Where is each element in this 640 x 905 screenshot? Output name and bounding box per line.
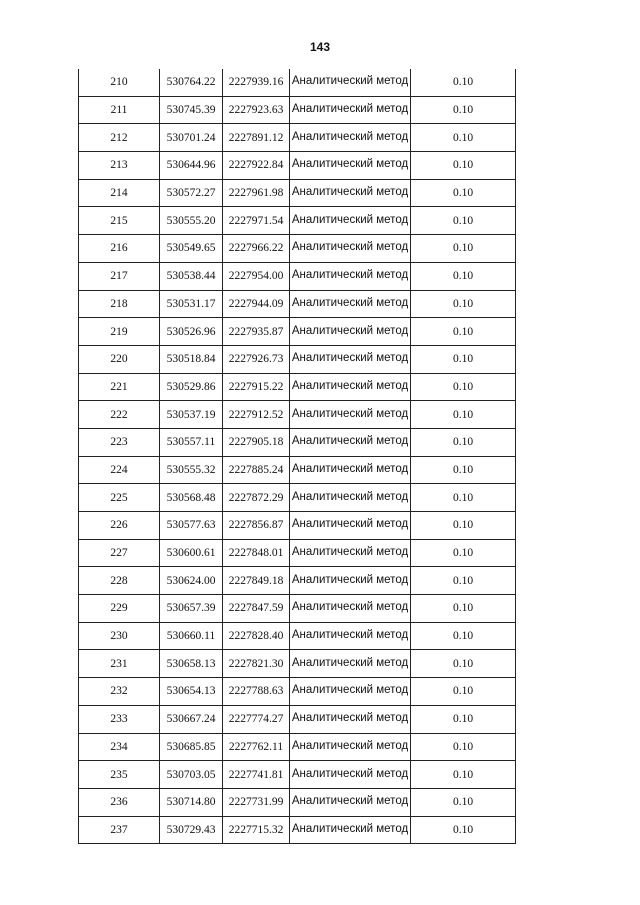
method-text: Аналитический метод — [291, 213, 409, 226]
accuracy-cell: 0.10 — [411, 401, 516, 429]
method-text: Аналитический метод — [291, 629, 409, 642]
point-number-cell: 226 — [79, 512, 160, 540]
point-number-cell: 214 — [79, 179, 160, 207]
method-text: Аналитический метод — [291, 324, 409, 337]
x-coordinate-cell: 530572.27 — [160, 179, 223, 207]
y-coordinate-cell: 2227961.98 — [223, 179, 290, 207]
point-number-cell: 224 — [79, 456, 160, 484]
x-coordinate-cell: 530701.24 — [160, 124, 223, 152]
x-coordinate-cell: 530703.05 — [160, 761, 223, 789]
table-row — [79, 622, 516, 650]
x-coordinate-cell: 530624.00 — [160, 567, 223, 595]
method-cell — [290, 290, 411, 318]
x-coordinate-cell: 530644.96 — [160, 152, 223, 180]
x-coordinate-cell: 530654.13 — [160, 678, 223, 706]
point-number-cell: 212 — [79, 124, 160, 152]
y-coordinate-cell: 2227944.09 — [223, 290, 290, 318]
method-cell — [290, 816, 411, 844]
method-cell — [290, 179, 411, 207]
point-number-cell: 237 — [79, 816, 160, 844]
page-number: 143 — [309, 40, 331, 54]
method-text: Аналитический метод — [291, 601, 409, 614]
y-coordinate-cell: 2227821.30 — [223, 650, 290, 678]
table-row — [79, 262, 516, 290]
x-coordinate-cell: 530745.39 — [160, 96, 223, 124]
accuracy-cell: 0.10 — [411, 512, 516, 540]
x-coordinate-cell: 530555.32 — [160, 456, 223, 484]
table-row — [79, 290, 516, 318]
accuracy-cell: 0.10 — [411, 235, 516, 263]
point-number-cell: 236 — [79, 788, 160, 816]
accuracy-cell: 0.10 — [411, 428, 516, 456]
table-row — [79, 401, 516, 429]
method-cell — [290, 207, 411, 235]
accuracy-cell: 0.10 — [411, 761, 516, 789]
method-text: Аналитический метод — [291, 656, 409, 669]
x-coordinate-cell: 530657.39 — [160, 595, 223, 623]
coordinates-table-body — [79, 69, 516, 844]
method-text: Аналитический метод — [291, 435, 409, 448]
accuracy-cell: 0.10 — [411, 96, 516, 124]
accuracy-cell: 0.10 — [411, 650, 516, 678]
y-coordinate-cell: 2227849.18 — [223, 567, 290, 595]
point-number-cell: 230 — [79, 622, 160, 650]
y-coordinate-cell: 2227923.63 — [223, 96, 290, 124]
table-row — [79, 345, 516, 373]
x-coordinate-cell: 530549.65 — [160, 235, 223, 263]
x-coordinate-cell: 530537.19 — [160, 401, 223, 429]
point-number-cell: 213 — [79, 152, 160, 180]
method-cell — [290, 124, 411, 152]
y-coordinate-cell: 2227788.63 — [223, 678, 290, 706]
y-coordinate-cell: 2227872.29 — [223, 484, 290, 512]
method-text: Аналитический метод — [291, 767, 409, 780]
table-row — [79, 761, 516, 789]
y-coordinate-cell: 2227966.22 — [223, 235, 290, 263]
y-coordinate-cell: 2227915.22 — [223, 373, 290, 401]
accuracy-cell: 0.10 — [411, 345, 516, 373]
accuracy-cell: 0.10 — [411, 456, 516, 484]
point-number-cell: 220 — [79, 345, 160, 373]
method-text: Аналитический метод — [291, 795, 409, 808]
point-number-cell: 215 — [79, 207, 160, 235]
coordinates-table — [78, 69, 516, 844]
x-coordinate-cell: 530764.22 — [160, 69, 223, 96]
point-number-cell: 231 — [79, 650, 160, 678]
y-coordinate-cell: 2227741.81 — [223, 761, 290, 789]
method-text: Аналитический метод — [291, 352, 409, 365]
accuracy-cell: 0.10 — [411, 207, 516, 235]
point-number-cell: 233 — [79, 705, 160, 733]
y-coordinate-cell: 2227774.27 — [223, 705, 290, 733]
accuracy-cell: 0.10 — [411, 179, 516, 207]
accuracy-cell: 0.10 — [411, 290, 516, 318]
y-coordinate-cell: 2227731.99 — [223, 788, 290, 816]
point-number-cell: 223 — [79, 428, 160, 456]
point-number-cell: 228 — [79, 567, 160, 595]
accuracy-cell: 0.10 — [411, 152, 516, 180]
y-coordinate-cell: 2227912.52 — [223, 401, 290, 429]
table-row — [79, 705, 516, 733]
method-cell — [290, 373, 411, 401]
method-text: Аналитический метод — [291, 518, 409, 531]
method-text: Аналитический метод — [291, 490, 409, 503]
x-coordinate-cell: 530557.11 — [160, 428, 223, 456]
point-number-cell: 235 — [79, 761, 160, 789]
x-coordinate-cell: 530531.17 — [160, 290, 223, 318]
x-coordinate-cell: 530555.20 — [160, 207, 223, 235]
accuracy-cell: 0.10 — [411, 262, 516, 290]
table-row — [79, 428, 516, 456]
accuracy-cell: 0.10 — [411, 705, 516, 733]
method-cell — [290, 484, 411, 512]
method-text: Аналитический метод — [291, 269, 409, 282]
accuracy-cell: 0.10 — [411, 595, 516, 623]
table-row — [79, 373, 516, 401]
method-cell — [290, 733, 411, 761]
y-coordinate-cell: 2227885.24 — [223, 456, 290, 484]
method-cell — [290, 262, 411, 290]
y-coordinate-cell: 2227954.00 — [223, 262, 290, 290]
table-row — [79, 567, 516, 595]
point-number-cell: 221 — [79, 373, 160, 401]
point-number-cell: 218 — [79, 290, 160, 318]
method-text: Аналитический метод — [291, 379, 409, 392]
x-coordinate-cell: 530518.84 — [160, 345, 223, 373]
point-number-cell: 234 — [79, 733, 160, 761]
table-row — [79, 733, 516, 761]
method-cell — [290, 512, 411, 540]
accuracy-cell: 0.10 — [411, 678, 516, 706]
x-coordinate-cell: 530600.61 — [160, 539, 223, 567]
x-coordinate-cell: 530577.63 — [160, 512, 223, 540]
x-coordinate-cell: 530685.85 — [160, 733, 223, 761]
x-coordinate-cell: 530526.96 — [160, 318, 223, 346]
point-number-cell: 222 — [79, 401, 160, 429]
table-row — [79, 678, 516, 706]
table-row — [79, 456, 516, 484]
x-coordinate-cell: 530714.80 — [160, 788, 223, 816]
x-coordinate-cell: 530658.13 — [160, 650, 223, 678]
method-cell — [290, 69, 411, 96]
method-text: Аналитический метод — [291, 103, 409, 116]
accuracy-cell: 0.10 — [411, 124, 516, 152]
point-number-cell: 217 — [79, 262, 160, 290]
accuracy-cell: 0.10 — [411, 373, 516, 401]
accuracy-cell: 0.10 — [411, 69, 516, 96]
table-row — [79, 512, 516, 540]
table-row — [79, 539, 516, 567]
point-number-cell: 227 — [79, 539, 160, 567]
method-cell — [290, 595, 411, 623]
method-text: Аналитический метод — [291, 546, 409, 559]
x-coordinate-cell: 530568.48 — [160, 484, 223, 512]
accuracy-cell: 0.10 — [411, 788, 516, 816]
y-coordinate-cell: 2227905.18 — [223, 428, 290, 456]
method-cell — [290, 235, 411, 263]
x-coordinate-cell: 530660.11 — [160, 622, 223, 650]
method-cell — [290, 567, 411, 595]
method-text: Аналитический метод — [291, 186, 409, 199]
method-text: Аналитический метод — [291, 712, 409, 725]
y-coordinate-cell: 2227971.54 — [223, 207, 290, 235]
accuracy-cell: 0.10 — [411, 318, 516, 346]
table-row — [79, 816, 516, 844]
y-coordinate-cell: 2227935.87 — [223, 318, 290, 346]
point-number-cell: 211 — [79, 96, 160, 124]
method-cell — [290, 152, 411, 180]
method-text: Аналитический метод — [291, 130, 409, 143]
method-text: Аналитический метод — [291, 75, 409, 88]
method-text: Аналитический метод — [291, 822, 409, 835]
x-coordinate-cell: 530667.24 — [160, 705, 223, 733]
point-number-cell: 229 — [79, 595, 160, 623]
method-cell — [290, 788, 411, 816]
y-coordinate-cell: 2227828.40 — [223, 622, 290, 650]
y-coordinate-cell: 2227715.32 — [223, 816, 290, 844]
y-coordinate-cell: 2227762.11 — [223, 733, 290, 761]
method-text: Аналитический метод — [291, 684, 409, 697]
method-cell — [290, 650, 411, 678]
x-coordinate-cell: 530529.86 — [160, 373, 223, 401]
method-text: Аналитический метод — [291, 462, 409, 475]
method-cell — [290, 345, 411, 373]
point-number-cell: 216 — [79, 235, 160, 263]
accuracy-cell: 0.10 — [411, 539, 516, 567]
method-text: Аналитический метод — [291, 158, 409, 171]
table-row — [79, 179, 516, 207]
point-number-cell: 219 — [79, 318, 160, 346]
method-text: Аналитический метод — [291, 739, 409, 752]
point-number-cell: 232 — [79, 678, 160, 706]
table-row — [79, 788, 516, 816]
table-row — [79, 96, 516, 124]
point-number-cell: 210 — [79, 69, 160, 96]
y-coordinate-cell: 2227847.59 — [223, 595, 290, 623]
accuracy-cell: 0.10 — [411, 816, 516, 844]
table-row — [79, 207, 516, 235]
method-cell — [290, 401, 411, 429]
y-coordinate-cell: 2227891.12 — [223, 124, 290, 152]
table-row — [79, 235, 516, 263]
method-cell — [290, 428, 411, 456]
method-cell — [290, 678, 411, 706]
method-text: Аналитический метод — [291, 407, 409, 420]
method-cell — [290, 456, 411, 484]
point-number-cell: 225 — [79, 484, 160, 512]
method-cell — [290, 705, 411, 733]
accuracy-cell: 0.10 — [411, 567, 516, 595]
y-coordinate-cell: 2227848.01 — [223, 539, 290, 567]
accuracy-cell: 0.10 — [411, 733, 516, 761]
method-cell — [290, 96, 411, 124]
y-coordinate-cell: 2227856.87 — [223, 512, 290, 540]
table-row — [79, 124, 516, 152]
table-row — [79, 152, 516, 180]
y-coordinate-cell: 2227922.84 — [223, 152, 290, 180]
method-text: Аналитический метод — [291, 296, 409, 309]
table-row — [79, 318, 516, 346]
accuracy-cell: 0.10 — [411, 484, 516, 512]
method-cell — [290, 318, 411, 346]
x-coordinate-cell: 530538.44 — [160, 262, 223, 290]
x-coordinate-cell: 530729.43 — [160, 816, 223, 844]
y-coordinate-cell: 2227939.16 — [223, 69, 290, 96]
y-coordinate-cell: 2227926.73 — [223, 345, 290, 373]
table-row — [79, 595, 516, 623]
method-text: Аналитический метод — [291, 573, 409, 586]
table-row — [79, 650, 516, 678]
method-cell — [290, 761, 411, 789]
table-row — [79, 69, 516, 96]
accuracy-cell: 0.10 — [411, 622, 516, 650]
method-cell — [290, 539, 411, 567]
table-row — [79, 484, 516, 512]
method-text: Аналитический метод — [291, 241, 409, 254]
method-cell — [290, 622, 411, 650]
